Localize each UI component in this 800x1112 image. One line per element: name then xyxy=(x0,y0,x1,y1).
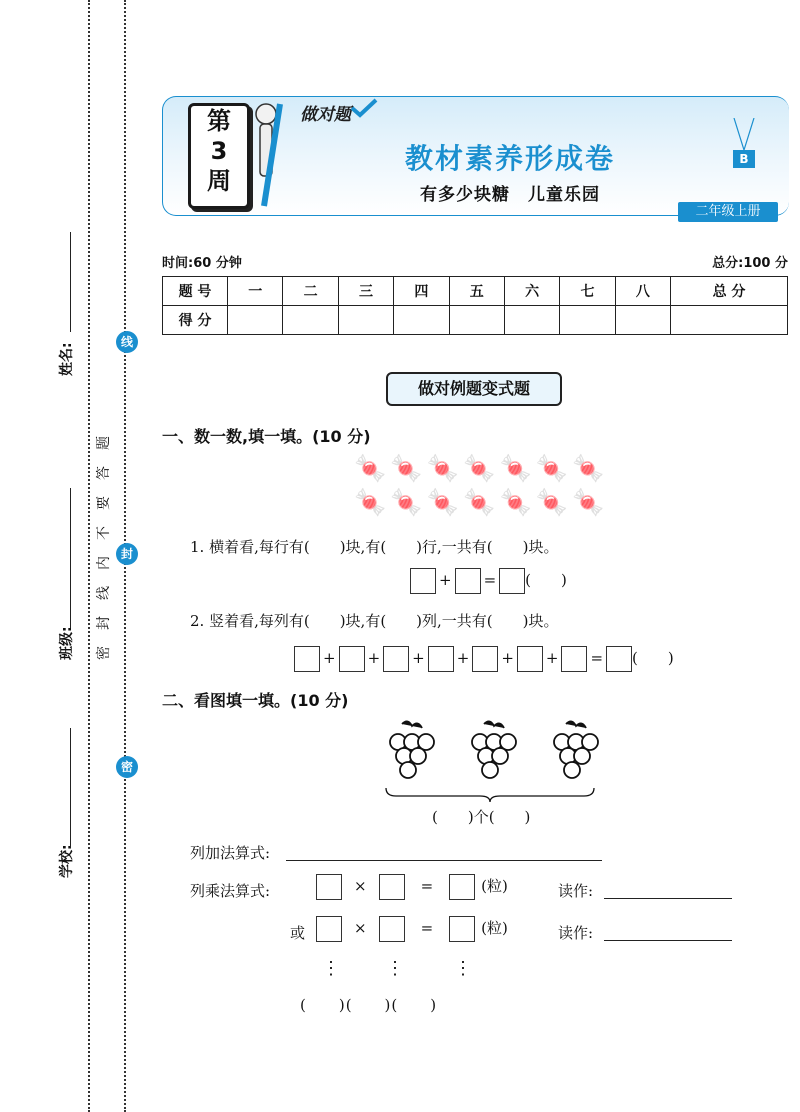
multiplication-equation-2: × = (粒) xyxy=(316,916,508,942)
seal-circle-seal: 封 xyxy=(116,543,138,565)
question-1-part-1: 1. 横着看,每行有( )块,有( )行,一共有( )块。 xyxy=(190,538,559,556)
time-limit: 时间:60 分钟 xyxy=(162,256,242,271)
unit-grains: (粒) xyxy=(481,877,508,895)
answer-box[interactable] xyxy=(410,568,436,594)
score-header-cell: 题 号 xyxy=(163,277,228,306)
answer-box[interactable] xyxy=(379,916,405,942)
school-label: 学校: xyxy=(59,844,75,878)
school-blank[interactable] xyxy=(70,728,71,848)
score-header-cell: 总 分 xyxy=(671,277,788,306)
name-blank[interactable] xyxy=(70,232,71,332)
grape-bunch-icon xyxy=(390,721,434,778)
unit-grains: (粒) xyxy=(481,919,508,937)
score-cell[interactable] xyxy=(560,306,615,335)
total-score: 总分:100 分 xyxy=(712,256,788,271)
seal-char: 封 xyxy=(96,616,112,630)
answer-box[interactable] xyxy=(294,646,320,672)
score-cell[interactable] xyxy=(449,306,504,335)
seal-char: 答 xyxy=(96,466,112,480)
grape-bunch-icon xyxy=(472,721,516,778)
score-cell[interactable] xyxy=(283,306,338,335)
grape-bunch-icon xyxy=(554,721,598,778)
question-1-part-2: 2. 竖着看,每列有( )块,有( )列,一共有( )块。 xyxy=(190,612,559,630)
score-header-cell: 二 xyxy=(283,277,338,306)
answer-box[interactable] xyxy=(316,916,342,942)
read-answer-line[interactable] xyxy=(604,922,732,941)
question-1-heading: 一、数一数,填一填。(10 分) xyxy=(162,427,371,446)
score-header-cell: 五 xyxy=(449,277,504,306)
score-header-cell: 一 xyxy=(228,277,283,306)
brace-label: ( )个( ) xyxy=(432,808,531,826)
answer-box[interactable] xyxy=(455,568,481,594)
ellipsis-vertical-icon: ⋮ xyxy=(386,958,404,979)
page-title: 教材素养形成卷 xyxy=(404,142,615,175)
read-label: 读作: xyxy=(558,882,594,900)
score-cell[interactable] xyxy=(671,306,788,335)
week-line-1: 第 xyxy=(207,107,231,135)
or-label: 或 xyxy=(290,924,306,942)
ellipsis-vertical-icon: ⋮ xyxy=(322,958,340,979)
grade-label: 二年级上册 xyxy=(678,202,778,222)
brace-icon xyxy=(386,788,594,802)
equation-2: + + + + + + = ( ) xyxy=(294,646,674,672)
parenthesis-row: ( )( )( ) xyxy=(300,996,438,1014)
read-label: 读作: xyxy=(558,924,594,942)
answer-box[interactable] xyxy=(517,646,543,672)
score-table xyxy=(162,276,788,335)
seal-circle-line: 线 xyxy=(116,331,138,353)
week-line-2: 3 xyxy=(210,137,228,165)
score-header-cell: 七 xyxy=(560,277,615,306)
ellipsis-vertical-icon: ⋮ xyxy=(454,958,472,979)
week-card xyxy=(188,103,250,209)
score-header-cell: 四 xyxy=(394,277,449,306)
multiplication-label: 列乘法算式: xyxy=(190,882,271,900)
candy-row-1: 🍬🍬🍬🍬🍬🍬🍬 xyxy=(354,454,609,484)
seal-char: 题 xyxy=(96,436,112,450)
week-line-3: 周 xyxy=(207,167,231,195)
candy-row-2: 🍬🍬🍬🍬🍬🍬🍬 xyxy=(354,488,609,518)
answer-box[interactable] xyxy=(561,646,587,672)
seal-circle-close: 密 xyxy=(116,756,138,778)
answer-box[interactable] xyxy=(383,646,409,672)
unit-paren: ( ) xyxy=(632,649,674,667)
answer-box[interactable] xyxy=(606,646,632,672)
page-subtitle: 有多少块糖 儿童乐园 xyxy=(420,185,600,205)
seal-char: 不 xyxy=(96,526,112,540)
answer-box[interactable] xyxy=(499,568,525,594)
checkmark-icon xyxy=(350,98,378,118)
score-cell[interactable] xyxy=(504,306,559,335)
brand-tag: 做对题 xyxy=(300,105,351,125)
multiplication-equation-1: × = (粒) xyxy=(316,874,508,900)
answer-box[interactable] xyxy=(316,874,342,900)
answer-box[interactable] xyxy=(428,646,454,672)
answer-box[interactable] xyxy=(449,916,475,942)
answer-box[interactable] xyxy=(449,874,475,900)
score-header-cell: 六 xyxy=(504,277,559,306)
version-badge: B xyxy=(733,150,755,168)
question-2-heading: 二、看图填一填。(10 分) xyxy=(162,691,349,710)
score-cell[interactable] xyxy=(394,306,449,335)
answer-box[interactable] xyxy=(379,874,405,900)
score-header-row xyxy=(163,277,788,306)
score-cell[interactable] xyxy=(228,306,283,335)
seal-char: 内 xyxy=(96,556,112,570)
name-label: 姓名: xyxy=(59,342,75,376)
score-cell[interactable] xyxy=(338,306,393,335)
read-answer-line[interactable] xyxy=(604,880,732,899)
answer-box[interactable] xyxy=(339,646,365,672)
score-header-cell: 八 xyxy=(615,277,670,306)
score-value-row xyxy=(163,306,788,335)
seal-char: 密 xyxy=(96,646,112,660)
section-logo: 做对例题变式题 xyxy=(386,372,562,406)
seal-char: 要 xyxy=(96,496,112,510)
unit-paren: ( ) xyxy=(525,571,567,589)
class-blank[interactable] xyxy=(70,488,71,628)
score-header-cell: 三 xyxy=(338,277,393,306)
score-cell[interactable] xyxy=(615,306,670,335)
mascot-pencil-icon xyxy=(246,100,286,212)
answer-box[interactable] xyxy=(472,646,498,672)
score-row-label: 得 分 xyxy=(163,306,228,335)
class-label: 班级: xyxy=(59,626,75,660)
seal-instruction-text xyxy=(94,428,114,668)
equation-1: + = ( ) xyxy=(410,568,567,594)
addition-answer-line[interactable] xyxy=(286,842,602,861)
addition-label: 列加法算式: xyxy=(190,844,271,862)
badge-string-icon xyxy=(730,118,758,152)
seal-char: 线 xyxy=(96,586,112,600)
